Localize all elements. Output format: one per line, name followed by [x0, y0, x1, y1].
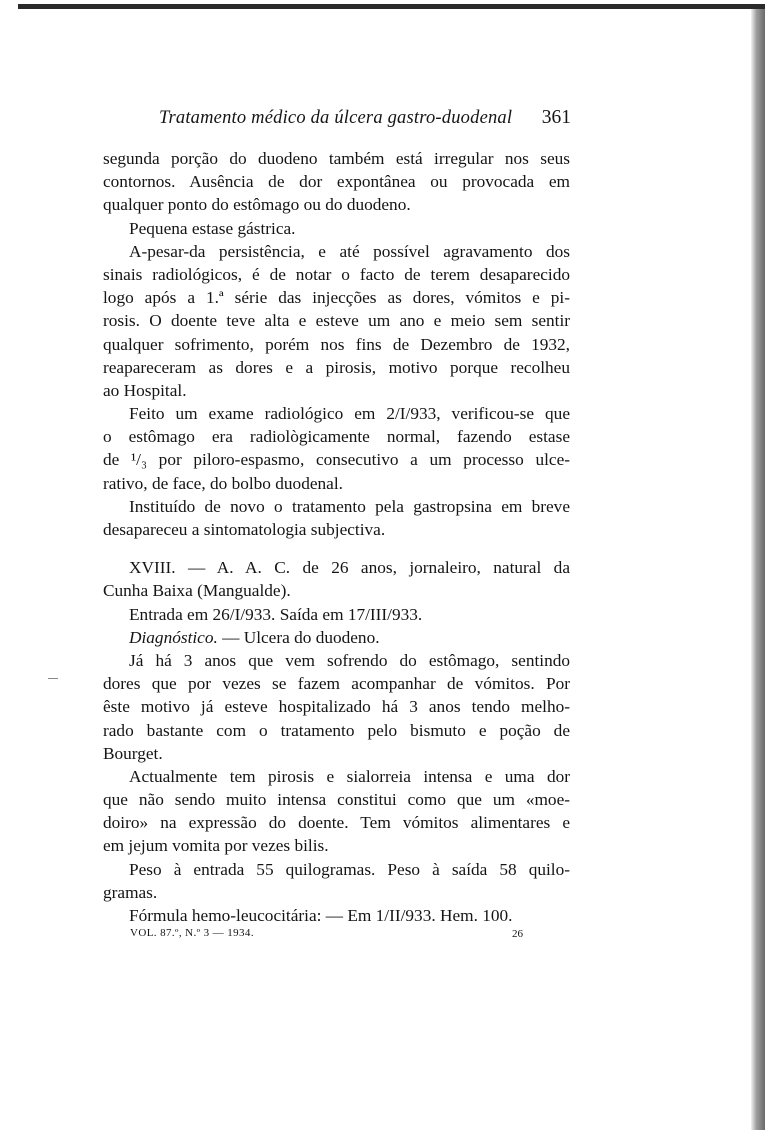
text-line: Entrada em 26/I/933. Saída em 17/III/933.	[129, 604, 423, 624]
text-line: Cunha Baixa (Mangualde).	[103, 581, 291, 601]
page-number: 361	[541, 107, 571, 128]
text-line: rativo, de face, do bolbo duodenal.	[103, 473, 343, 493]
text-line	[103, 626, 570, 649]
text-line: Pequena estase gástrica.	[129, 218, 296, 238]
text-line: logo após a 1.ª série das injecções as dores, vómitos e pi-	[103, 288, 570, 308]
paragraph	[103, 603, 570, 626]
text-line: de ¹/₃ por piloro-espasmo, consecutivo a um processo ulce-	[103, 450, 570, 470]
text-line: Actualmente tem pirosis e sialorreia intensa e uma dor	[129, 766, 570, 786]
paragraph	[103, 495, 570, 541]
text-line: XVIII. — A. A. C. de 26 anos, jornaleiro, natural da	[129, 558, 570, 578]
body-text	[103, 147, 570, 927]
text-line: Bourget.	[103, 743, 163, 763]
text-line: em jejum vomita por vezes bilis.	[103, 836, 329, 856]
text-line: qualquer sofrimento, porém nos fins de Dezembro de 1932,	[103, 334, 570, 354]
paragraph	[103, 904, 570, 927]
volume-signature: VOL. 87.º, N.º 3 — 1934.	[130, 927, 254, 939]
text-line: contornos. Ausência de dor expontânea ou provocada em	[103, 172, 570, 192]
page-top-edge	[18, 4, 765, 9]
text-line: rado bastante com o tratamento pelo bismuto e poção de	[103, 720, 570, 740]
text-line: qualquer ponto do estômago ou do duodeno.	[103, 195, 411, 215]
paragraph	[103, 649, 570, 765]
running-title: Tratamento médico da úlcera gastro-duodenal	[159, 108, 513, 128]
text-line: A-pesar-da persistência, e até possível agravamento dos	[129, 241, 570, 261]
paragraph	[103, 765, 570, 858]
paragraph	[103, 147, 570, 217]
text-line: Instituído de novo o tratamento pela gastropsina em breve	[129, 496, 570, 516]
section-gap	[103, 541, 570, 556]
text-line: reapareceram as dores e a pirosis, motivo porque recolheu	[103, 357, 570, 377]
paragraph	[103, 858, 570, 904]
paragraph	[103, 626, 570, 649]
text-line: Feito um exame radiológico em 2/I/933, verificou-se que	[129, 404, 570, 424]
text-line: segunda porção do duodeno também está irregular nos seus	[103, 149, 570, 168]
text-line: ao Hospital.	[103, 380, 187, 400]
paragraph	[103, 240, 570, 402]
page-right-edge-shadow	[751, 9, 765, 1130]
text-line: Fórmula hemo-leucocitária: — Em 1/II/933. Hem. 100.	[129, 906, 513, 925]
text-line: desapareceu a sintomatologia subjectiva.	[103, 520, 386, 539]
gathering-number: 26	[512, 928, 523, 940]
text-line: doiro» na expressão do doente. Tem vómitos alimentares e	[103, 813, 570, 833]
text-line: que não sendo muito intensa constitui como que um «moe-	[103, 790, 570, 810]
paragraph	[103, 556, 570, 602]
paragraph	[103, 217, 570, 240]
text-line: sinais radiológicos, é de notar o facto de terem desaparecido	[103, 264, 570, 284]
text-line: Já há 3 anos que vem sofrendo do estômago, sentindo	[129, 650, 570, 670]
diagnosis-label: Diagnóstico.	[129, 627, 218, 647]
text-line: o estômago era radiològicamente normal, fazendo estase	[103, 427, 570, 447]
text-line: dores que por vezes se fazem acompanhar de vómitos. Por	[103, 674, 570, 694]
running-header	[103, 108, 571, 134]
paragraph	[103, 402, 570, 495]
text-line: êste motivo já esteve hospitalizado há 3 anos tendo melho-	[103, 697, 570, 717]
text-line: rosis. O doente teve alta e esteve um ano e meio sem sentir	[103, 311, 570, 331]
diagnosis-text: — Ulcera do duodeno.	[217, 627, 380, 647]
text-line: Peso à entrada 55 quilogramas. Peso à saída 58 quilo-	[129, 859, 570, 879]
text-line: gramas.	[103, 882, 158, 902]
margin-mark	[48, 678, 58, 679]
